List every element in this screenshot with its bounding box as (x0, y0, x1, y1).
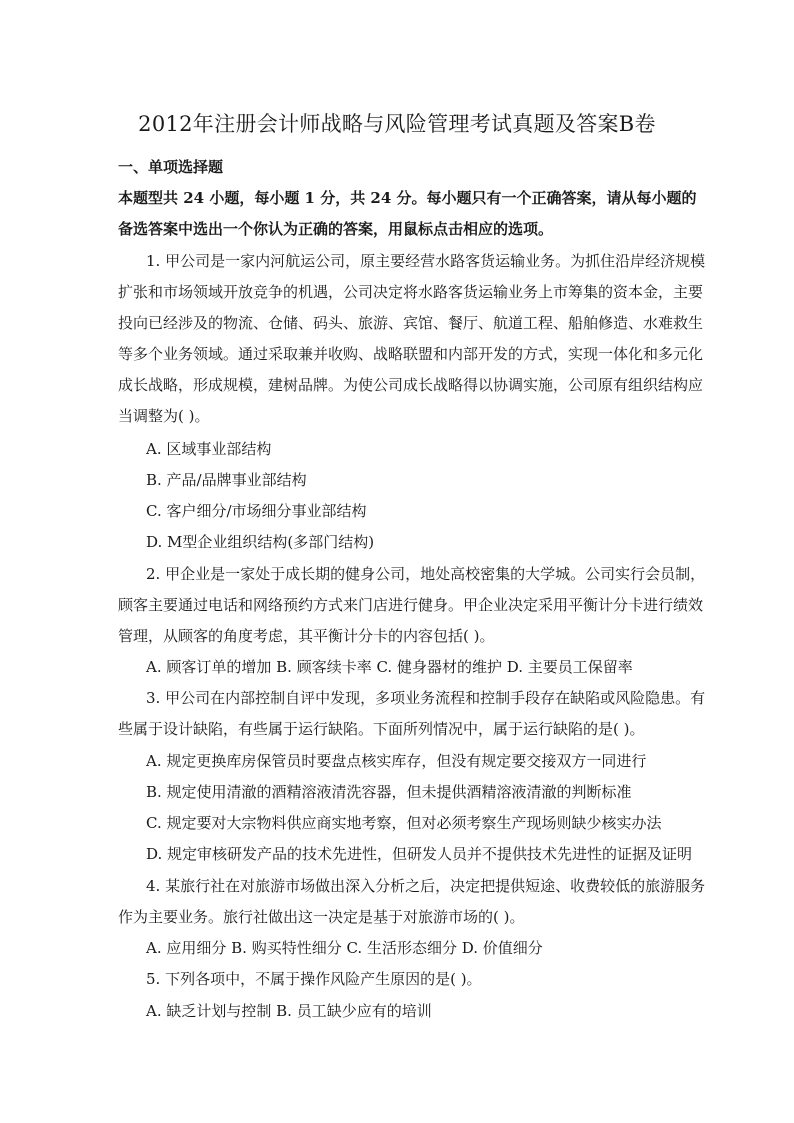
question-5-options[interactable]: A. 缺乏计划与控制 B. 员工缺少应有的培训 (146, 1002, 432, 1020)
question-1-text: 投向已经涉及的物流、仓储、码头、旅游、宾馆、餐厅、航道工程、船舶修造、水难救生 (118, 314, 704, 332)
question-2-text: 管理，从顾客的角度考虑，其平衡计分卡的内容包括( )。 (118, 627, 495, 645)
question-1-text: 扩张和市场领域开放竞争的机遇，公司决定将水路客货运输业务上市筹集的资本金，主要 (118, 283, 704, 301)
question-1-option-b[interactable]: B. 产品/品牌事业部结构 (146, 471, 307, 489)
question-5-text: 5. 下列各项中，不属于操作风险产生原因的是( )。 (146, 970, 482, 988)
instruction-line: 备选答案中选出一个你认为正确的答案，用鼠标点击相应的选项。 (118, 220, 554, 238)
section-heading: 一、单项选择题 (118, 158, 224, 176)
question-1-option-a[interactable]: A. 区域事业部结构 (146, 440, 272, 458)
question-3-option-c[interactable]: C. 规定要对大宗物料供应商实地考察，但对必须考察生产现场则缺少核实办法 (146, 814, 662, 832)
question-3-text: 些属于设计缺陷，有些属于运行缺陷。下面所列情况中，属于运行缺陷的是( )。 (118, 720, 645, 738)
question-3-text: 3. 甲公司在内部控制自评中发现，多项业务流程和控制手段存在缺陷或风险隐患。有 (146, 689, 706, 707)
question-3-option-b[interactable]: B. 规定使用清澈的酒精溶液清洗容器，但未提供酒精溶液清澈的判断标准 (146, 783, 632, 801)
question-4-options[interactable]: A. 应用细分 B. 购买特性细分 C. 生活形态细分 D. 价值细分 (146, 939, 543, 957)
question-3-option-d[interactable]: D. 规定审核研发产品的技术先进性，但研发人员并不提供技术先进性的证据及证明 (146, 845, 693, 863)
question-1-text: 成长战略，形成规模，建树品牌。为使公司成长战略得以协调实施，公司原有组织结构应 (118, 376, 704, 394)
instruction-line: 本题型共 24 小题，每小题 1 分，共 24 分。每小题只有一个正确答案，请从每小题的 (118, 189, 697, 207)
question-1-option-d[interactable]: D. M型企业组织结构(多部门结构) (146, 533, 375, 551)
question-2-options[interactable]: A. 顾客订单的增加 B. 顾客续卡率 C. 健身器材的维护 D. 主要员工保留率 (146, 658, 633, 676)
question-2-text: 顾客主要通过电话和网络预约方式来门店进行健身。甲企业决定采用平衡计分卡进行绩效 (118, 596, 704, 614)
question-1-text: 等多个业务领域。通过采取兼并收购、战略联盟和内部开发的方式，实现一体化和多元化 (118, 345, 704, 363)
question-4-text: 作为主要业务。旅行社做出这一决定是基于对旅游市场的( )。 (118, 908, 525, 926)
page-title: 2012年注册会计师战略与风险管理考试真题及答案B卷 (138, 112, 656, 136)
question-2-text: 2. 甲企业是一家处于成长期的健身公司，地处高校密集的大学城。公司实行会员制， (146, 565, 706, 583)
question-1-text: 当调整为( )。 (118, 407, 210, 425)
question-4-text: 4. 某旅行社在对旅游市场做出深入分析之后，决定把提供短途、收费较低的旅游服务 (146, 877, 706, 895)
question-1-option-c[interactable]: C. 客户细分/市场细分事业部结构 (146, 502, 367, 520)
question-3-option-a[interactable]: A. 规定更换库房保管员时要盘点核实库存，但没有规定要交接双方一同进行 (146, 752, 647, 770)
question-1-text: 1. 甲公司是一家内河航运公司，原主要经营水路客货运输业务。为抓住沿岸经济规模 (146, 252, 706, 270)
